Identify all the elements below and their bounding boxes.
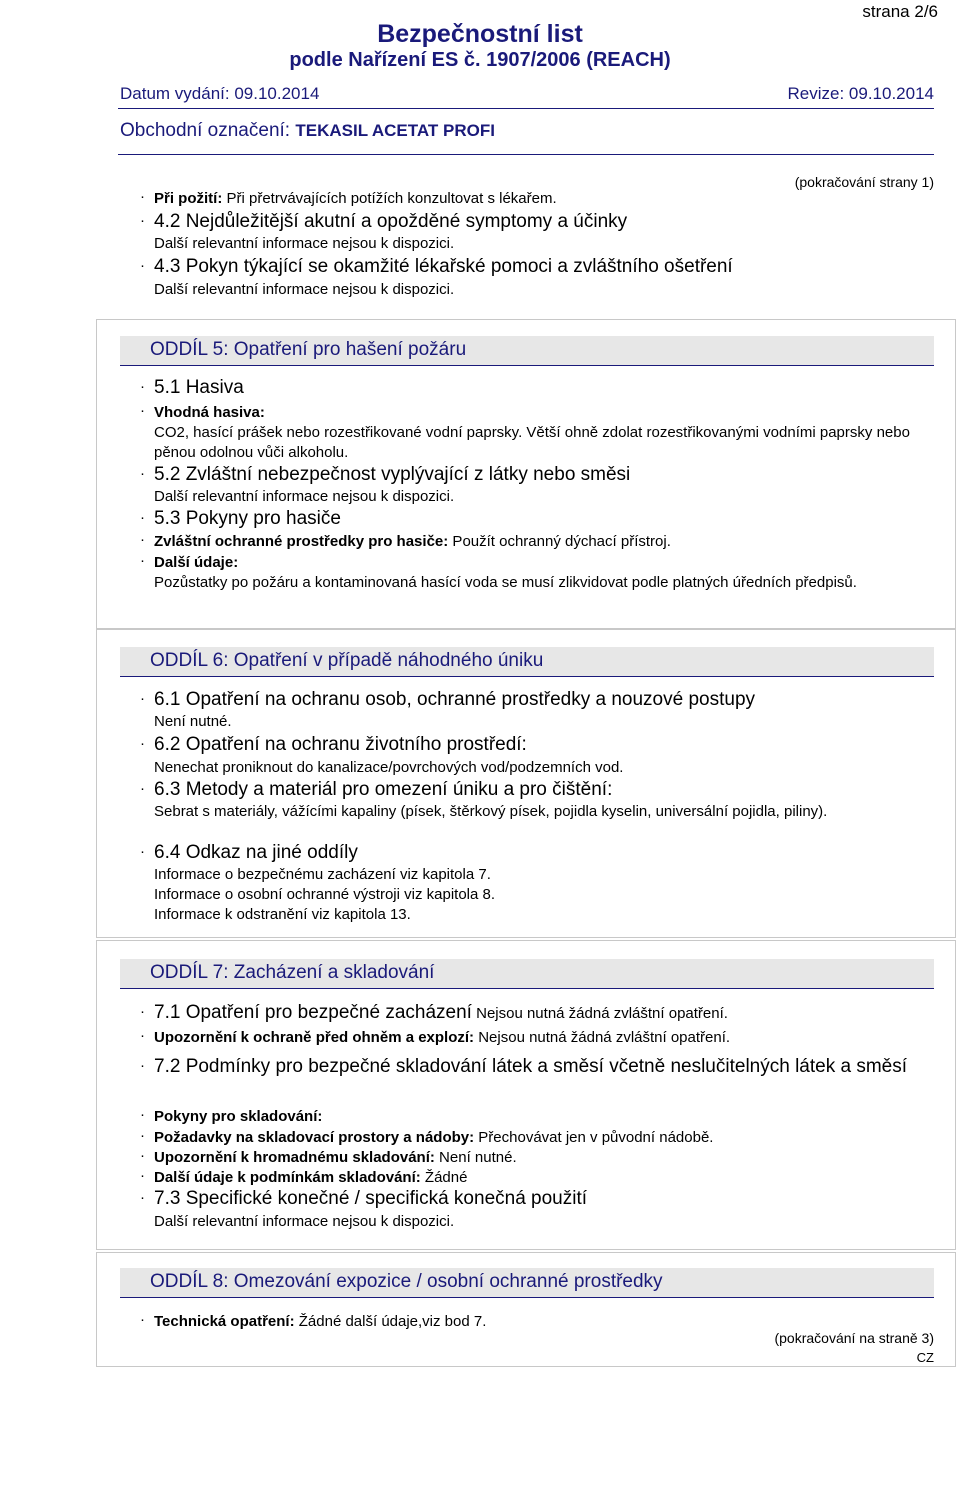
technical-text: Žádné další údaje,viz bod 7. bbox=[294, 1313, 487, 1330]
bullet: · bbox=[140, 188, 145, 205]
section-8-header bbox=[120, 1268, 934, 1298]
bullet: · bbox=[140, 402, 145, 419]
text-6-2: Nenechat proniknout do kanalizace/povrchových vod/podzemních vod. bbox=[154, 759, 624, 776]
bullet: · bbox=[140, 378, 145, 395]
bullet: · bbox=[140, 1311, 145, 1328]
bullet: · bbox=[140, 257, 145, 274]
trade-name-label: Obchodní označení: bbox=[120, 120, 291, 141]
bullet: · bbox=[140, 780, 145, 797]
further-storage-text: Žádné bbox=[420, 1169, 468, 1186]
ingestion-text: Při přetrvávajících potížích konzultovat s lékařem. bbox=[222, 190, 557, 207]
bullet: · bbox=[140, 212, 145, 229]
ingestion-label: Při požití: bbox=[154, 190, 223, 207]
bullet: · bbox=[140, 690, 145, 707]
ppe-label: Zvláštní ochranné prostředky pro hasiče: bbox=[154, 533, 449, 550]
trade-name: TEKASIL ACETAT PROFI bbox=[295, 121, 495, 140]
heading-4-3: 4.3 Pokyn týkající se okamžité lékařské pomoci a zvláštního ošetření bbox=[154, 256, 733, 277]
text-5-2: Další relevantní informace nejsou k dispozici. bbox=[154, 488, 455, 505]
other-label: Další údaje: bbox=[154, 554, 239, 571]
requirements-label: Požadavky na skladovací prostory a nádoby: bbox=[154, 1129, 475, 1146]
section-8-title: ODDÍL 8: Omezování expozice / osobní ochranné prostředky bbox=[150, 1271, 663, 1292]
text-4-3: Další relevantní informace nejsou k dispozici. bbox=[154, 281, 455, 298]
bullet: · bbox=[140, 1003, 145, 1020]
trade-name-line bbox=[120, 120, 495, 142]
fire-text: Nejsou nutná žádná zvláštní opatření. bbox=[474, 1029, 731, 1046]
heading-6-3: 6.3 Metody a materiál pro omezení úniku a pro čištění: bbox=[154, 779, 613, 800]
ppe-line bbox=[154, 533, 671, 550]
text-6-4c: Informace k odstranění viz kapitola 13. bbox=[154, 906, 411, 923]
fire-line bbox=[154, 1029, 730, 1046]
section-5-title: ODDÍL 5: Opatření pro hašení požáru bbox=[150, 339, 467, 360]
section-6-header bbox=[120, 647, 934, 677]
technical-label: Technická opatření: bbox=[154, 1313, 295, 1330]
bullet: · bbox=[140, 1189, 145, 1206]
bullet: · bbox=[140, 1057, 145, 1074]
text-6-1: Není nutné. bbox=[154, 713, 232, 730]
text-7-3: Další relevantní informace nejsou k dispozici. bbox=[154, 1213, 455, 1230]
heading-5-1: 5.1 Hasiva bbox=[154, 377, 244, 398]
bullet: · bbox=[140, 1147, 145, 1164]
technical-line bbox=[154, 1313, 486, 1330]
fire-label: Upozornění k ochraně před ohněm a explozí: bbox=[154, 1029, 475, 1046]
document-subtitle: podle Nařízení ES č. 1907/2006 (REACH) bbox=[289, 49, 671, 71]
text-7-1: Nejsou nutná žádná zvláštní opatření. bbox=[471, 1005, 728, 1022]
heading-5-3: 5.3 Pokyny pro hasiče bbox=[154, 508, 341, 529]
bullet: · bbox=[140, 843, 145, 860]
heading-7-3: 7.3 Specifické konečné / specifická konečná použití bbox=[154, 1188, 588, 1209]
section-6-title: ODDÍL 6: Opatření v případě náhodného úniku bbox=[150, 650, 544, 671]
heading-7-2: 7.2 Podmínky pro bezpečné skladování látek a směsí včetně neslučitelných látek a směsí bbox=[154, 1056, 908, 1077]
bullet: · bbox=[140, 552, 145, 569]
ingestion-line bbox=[154, 190, 557, 207]
text-6-3: Sebrat s materiály, vážícími kapaliny (písek, štěrkový písek, pojidla kyselin, universální pojidla, piliny). bbox=[154, 803, 828, 820]
heading-6-1: 6.1 Opatření na ochranu osob, ochranné prostředky a nouzové postupy bbox=[154, 689, 756, 710]
suitable-text: CO2, hasící prášek nebo rozestřikované vodní paprsky. Větší ohně zdolat rozestřikovanými vodními paprsky nebo pěnou odolnou vůči alkoholu. bbox=[154, 424, 910, 461]
joint-storage-label: Upozornění k hromadnému skladování: bbox=[154, 1149, 435, 1166]
bullet: · bbox=[140, 465, 145, 482]
bullet: · bbox=[140, 1027, 145, 1044]
further-storage-line bbox=[154, 1169, 467, 1186]
heading-6-4: 6.4 Odkaz na jiné oddíly bbox=[154, 842, 358, 863]
bullet: · bbox=[140, 531, 145, 548]
section-5-header bbox=[120, 336, 934, 366]
suitable-label: Vhodná hasiva: bbox=[154, 404, 265, 421]
text-4-2: Další relevantní informace nejsou k dispozici. bbox=[154, 235, 455, 252]
further-storage-label: Další údaje k podmínkám skladování: bbox=[154, 1169, 421, 1186]
bullet: · bbox=[140, 735, 145, 752]
other-text: Pozůstatky po požáru a kontaminovaná hasící voda se musí zlikvidovat podle platných úředních předpisů. bbox=[154, 574, 857, 591]
line-7-1 bbox=[154, 1002, 728, 1024]
bullet: · bbox=[140, 1127, 145, 1144]
requirements-line bbox=[154, 1129, 713, 1146]
heading-7-1: 7.1 Opatření pro bezpečné zacházení bbox=[154, 1002, 472, 1023]
heading-4-2: 4.2 Nejdůležitější akutní a opožděné symptomy a účinky bbox=[154, 211, 628, 232]
bullet: · bbox=[140, 1106, 145, 1123]
ppe-text: Použít ochranný dýchací přístroj. bbox=[448, 533, 671, 550]
page-number: strana 2/6 bbox=[862, 2, 938, 21]
bullet: · bbox=[140, 509, 145, 526]
bullet: · bbox=[140, 1167, 145, 1184]
language-code: CZ bbox=[916, 1350, 934, 1365]
requirements-text: Přechovávat jen v původní nádobě. bbox=[474, 1129, 714, 1146]
issue-date: Datum vydání: 09.10.2014 bbox=[120, 84, 320, 103]
continued-on: (pokračování na straně 3) bbox=[774, 1330, 934, 1346]
text-6-4b: Informace o osobní ochranné výstroji viz kapitola 8. bbox=[154, 886, 496, 903]
joint-storage-line bbox=[154, 1149, 517, 1166]
continued-from: (pokračování strany 1) bbox=[794, 174, 934, 190]
text-6-4a: Informace o bezpečnému zacházení viz kapitola 7. bbox=[154, 866, 491, 883]
joint-storage-text: Není nutné. bbox=[434, 1149, 517, 1166]
heading-6-2: 6.2 Opatření na ochranu životního prostředí: bbox=[154, 734, 527, 755]
header-divider bbox=[118, 108, 934, 109]
section-7-title: ODDÍL 7: Zacházení a skladování bbox=[150, 962, 435, 983]
storage-label: Pokyny pro skladování: bbox=[154, 1108, 323, 1125]
section-7-header bbox=[120, 959, 934, 989]
heading-5-2: 5.2 Zvláštní nebezpečnost vyplývající z látky nebo směsi bbox=[154, 464, 631, 485]
trade-divider bbox=[118, 154, 934, 155]
document-title: Bezpečnostní list bbox=[377, 20, 583, 48]
revision-date: Revize: 09.10.2014 bbox=[787, 84, 934, 103]
